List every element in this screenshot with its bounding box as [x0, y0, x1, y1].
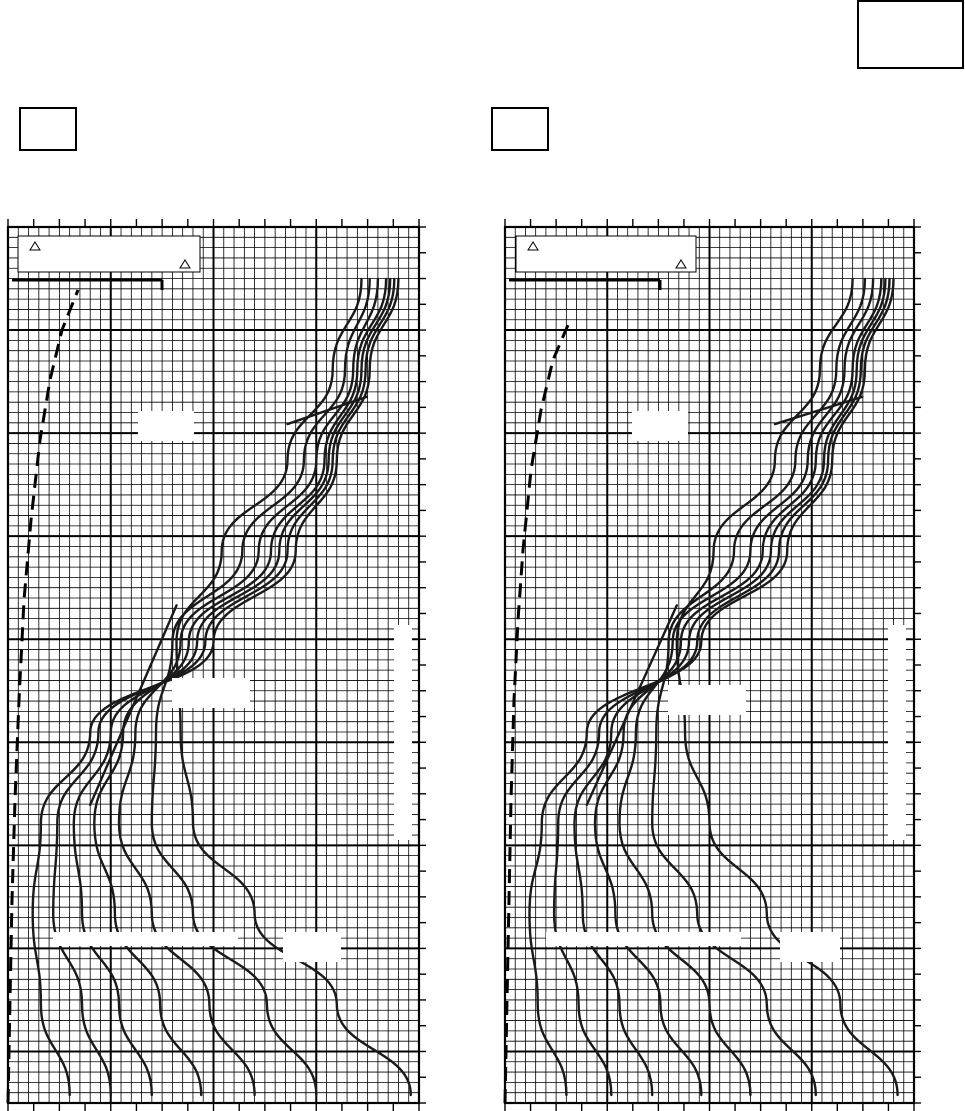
left-panel-tag-box — [20, 108, 76, 150]
label-box-5 — [394, 625, 412, 840]
label-box-1 — [138, 411, 194, 441]
legend-box — [516, 236, 696, 272]
right-panel-tag-box — [492, 108, 548, 150]
connector-line-lower — [587, 605, 677, 804]
label-box-3 — [53, 932, 238, 946]
label-box-3 — [546, 932, 741, 946]
connector-line-upper — [287, 397, 366, 424]
label-box-5 — [888, 625, 906, 840]
connector-line-upper — [775, 397, 862, 424]
right-chart-panel — [505, 219, 921, 1111]
label-box-1 — [632, 411, 688, 441]
label-box-4 — [780, 932, 840, 962]
label-box-2 — [668, 685, 746, 715]
page-corner-box — [858, 1, 963, 68]
connector-line-lower — [90, 605, 176, 804]
label-box-2 — [172, 678, 250, 708]
data-curve-5 — [620, 279, 874, 1095]
legend-box — [18, 236, 200, 272]
left-chart-panel — [8, 219, 426, 1111]
label-box-4 — [283, 932, 341, 962]
